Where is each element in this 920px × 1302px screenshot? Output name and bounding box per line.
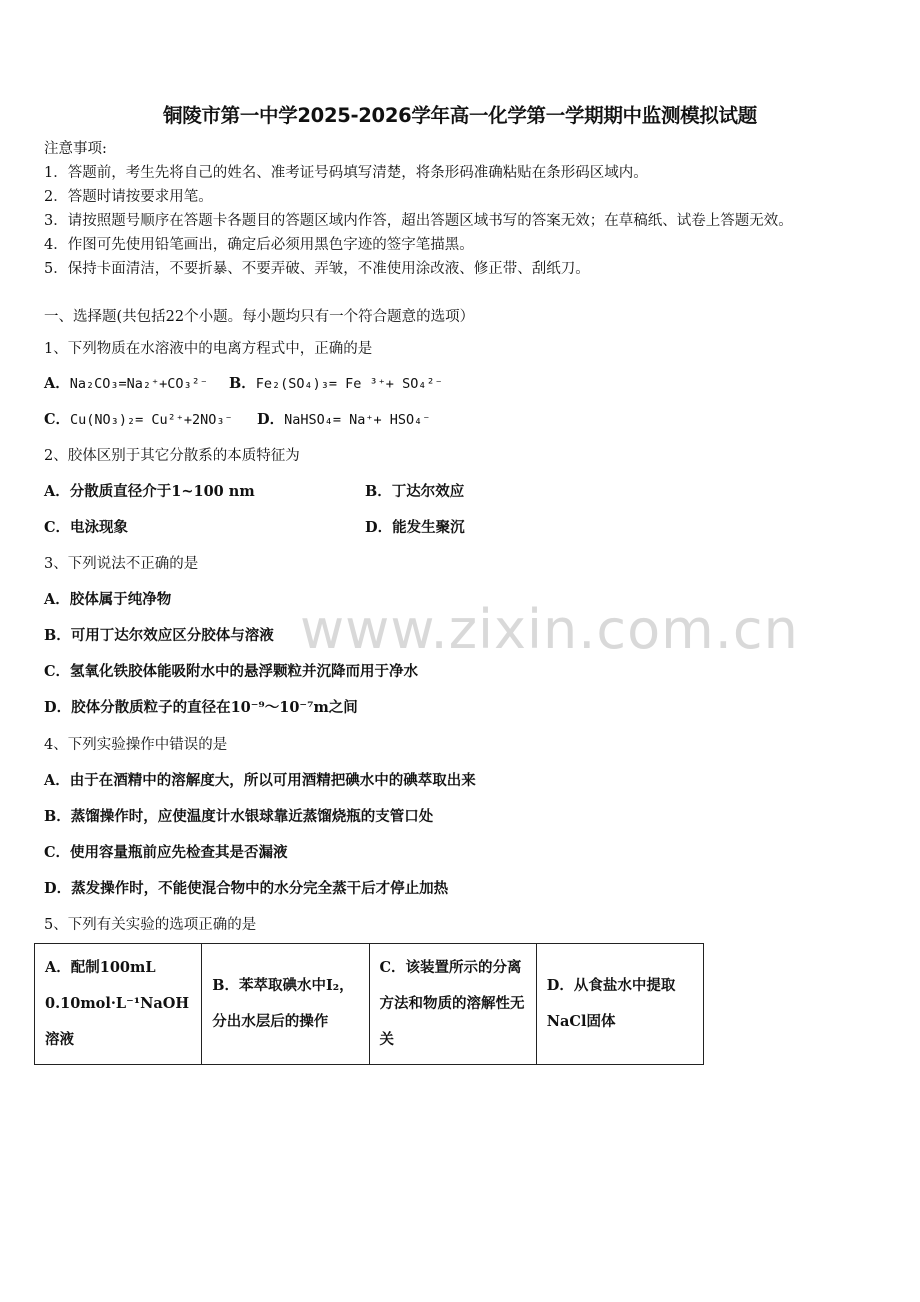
formula: Fe₂(SO₄)₃= Fe ³⁺+ SO₄²⁻ — [255, 376, 443, 392]
q1-option-b — [229, 374, 443, 394]
notice-item-1: 1．答题前，考生先将自己的姓名、准考证号码填写清楚，将条形码准确粘贴在条形码区域内。 — [44, 165, 648, 181]
q3-option-b: B．可用丁达尔效应区分胶体与溶液 — [44, 627, 274, 644]
notice-item-5: 5．保持卡面清洁，不要折暴、不要弄破、弄皱，不准使用涂改液、修正带、刮纸刀。 — [44, 261, 590, 277]
q2-option-a: A．分散质直径介于1~100 nm — [44, 483, 255, 500]
option-label: A． — [44, 375, 70, 392]
q5-options-table — [34, 943, 704, 1065]
watermark: www.zixin.com.cn — [300, 598, 799, 661]
table-row — [35, 944, 704, 1065]
option-label: D． — [257, 411, 285, 428]
formula: Na₂CO₃=Na₂⁺+CO₃²⁻ — [69, 376, 208, 392]
question-2-stem: 2、胶体区别于其它分散系的本质特征为 — [44, 448, 300, 464]
option-label: C． — [44, 411, 71, 428]
section-heading: 一、选择题(共包括22个小题。每小题均只有一个符合题意的选项） — [44, 309, 475, 325]
notice-heading: 注意事项: — [44, 141, 107, 157]
q5-option-d-cell: D．从食盐水中提取NaCl固体 — [536, 944, 703, 1065]
q5-option-c-cell: C．该装置所示的分离方法和物质的溶解性无关 — [369, 944, 536, 1065]
notice-item-4: 4．作图可先使用铅笔画出，确定后必须用黑色字迹的签字笔描黑。 — [44, 237, 474, 253]
q2-option-b: B．丁达尔效应 — [365, 483, 465, 500]
q1-option-a — [44, 374, 208, 394]
q1-option-c — [44, 410, 233, 430]
question-1-stem: 1、下列物质在水溶液中的电离方程式中，正确的是 — [44, 341, 373, 357]
q4-option-d: D．蒸发操作时，不能使混合物中的水分完全蒸干后才停止加热 — [44, 880, 449, 897]
q3-option-c: C．氢氧化铁胶体能吸附水中的悬浮颗粒并沉降而用于净水 — [44, 663, 419, 680]
question-3-stem: 3、下列说法不正确的是 — [44, 556, 199, 572]
notice-item-3: 3．请按照题号顺序在答题卡各题目的答题区域内作答，超出答题区域书写的答案无效；在草稿纸、试卷上答题无效。 — [44, 213, 793, 229]
notice-item-2: 2．答题时请按要求用笔。 — [44, 189, 213, 205]
question-5-stem: 5、下列有关实验的选项正确的是 — [44, 917, 257, 933]
q3-option-a: A．胶体属于纯净物 — [44, 591, 172, 608]
q4-option-a: A．由于在酒精中的溶解度大，所以可用酒精把碘水中的碘萃取出来 — [44, 772, 476, 789]
formula: Cu(NO₃)₂= Cu²⁺+2NO₃⁻ — [70, 412, 233, 428]
q5-option-a-cell: A．配制100mL 0.10mol·L⁻¹NaOH溶液 — [35, 944, 202, 1065]
q1-option-d — [257, 410, 430, 430]
q4-option-b: B．蒸馏操作时，应使温度计水银球靠近蒸馏烧瓶的支管口处 — [44, 808, 434, 825]
question-4-stem: 4、下列实验操作中错误的是 — [44, 737, 228, 753]
option-label: B． — [229, 375, 256, 392]
formula: NaHSO₄= Na⁺+ HSO₄⁻ — [284, 412, 431, 428]
q3-option-d: D．胶体分散质粒子的直径在10⁻⁹～10⁻⁷m之间 — [44, 699, 358, 716]
q2-option-c: C．电泳现象 — [44, 519, 129, 536]
q4-option-c: C．使用容量瓶前应先检查其是否漏液 — [44, 844, 288, 861]
q2-option-d: D．能发生聚沉 — [365, 519, 465, 536]
q5-option-b-cell: B．苯萃取碘水中I₂，分出水层后的操作 — [202, 944, 369, 1065]
page-title: 铜陵市第一中学2025-2026学年高一化学第一学期期中监测模拟试题 — [163, 104, 757, 127]
